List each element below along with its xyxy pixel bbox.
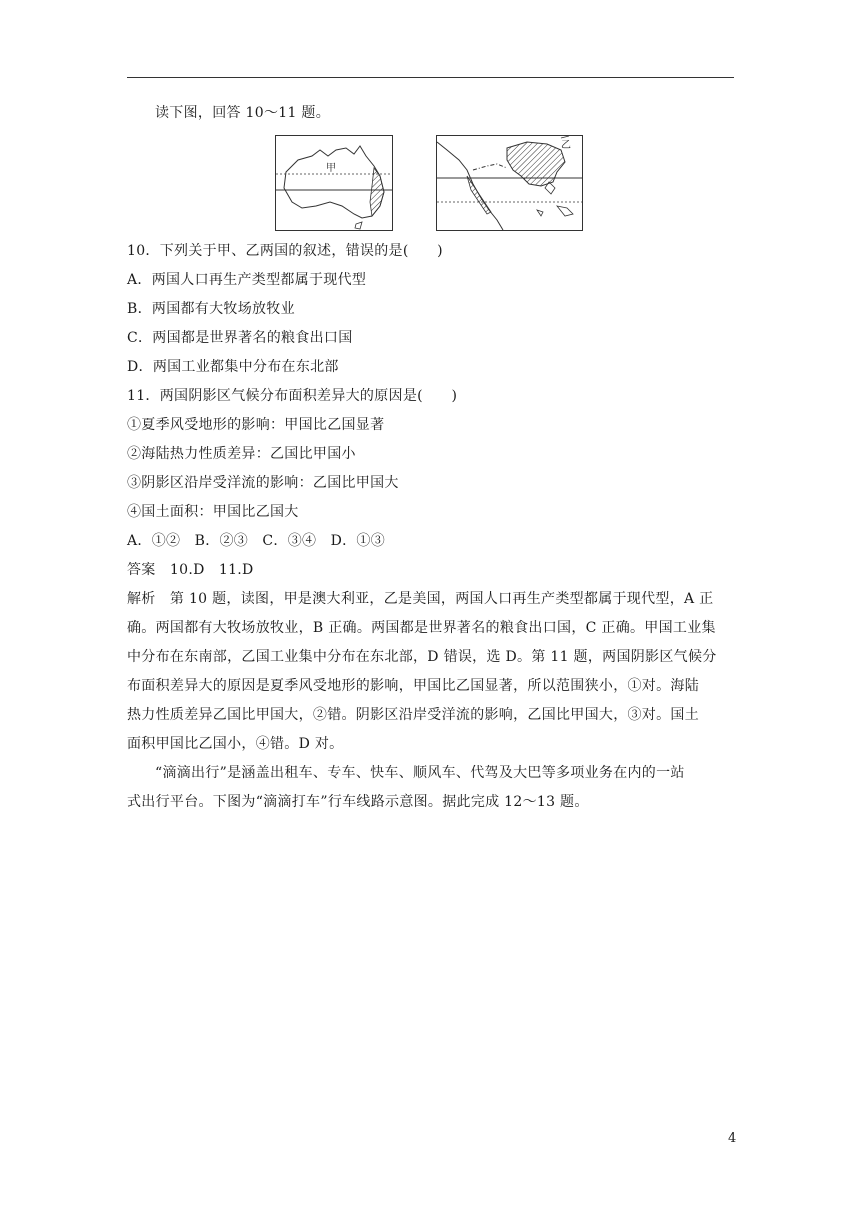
next-intro-line: 式出行平台。下图为“滴滴打车”行车线路示意图。据此完成 12～13 题。 [127, 794, 589, 810]
answer-text: 答案 10.D 11.D [127, 562, 254, 578]
q11-choices: A．①② B．②③ C．③④ D．①③ [127, 533, 386, 549]
analysis-line: 中分布在东南部，乙国工业集中分布在东北部，D 错误，选 D。第 11 题，两国阴影区气候分 [127, 649, 717, 665]
analysis-line: 面积甲国比乙国小，④错。D 对。 [127, 736, 344, 752]
q10-option-b: B．两国都有大牧场放牧业 [127, 301, 295, 317]
q11-item-1: ①夏季风受地形的影响：甲国比乙国显著 [127, 417, 385, 433]
q10-option-d: D．两国工业都集中分布在东北部 [127, 359, 339, 375]
map-yi-label: 乙 [561, 140, 571, 151]
page-number: 4 [728, 1131, 737, 1146]
q11-item-3: ③阴影区沿岸受洋流的影响：乙国比甲国大 [127, 475, 399, 491]
analysis-line: 热力性质差异乙国比甲国大，②错。阴影区沿岸受洋流的影响，乙国比甲国大，③对。国土 [127, 707, 699, 723]
q10-option-c: C．两国都是世界著名的粮食出口国 [127, 330, 353, 346]
map-jia-label: 甲 [326, 163, 336, 174]
map-yi [436, 135, 583, 231]
q11-item-2: ②海陆热力性质差异：乙国比甲国小 [127, 446, 356, 462]
next-intro-line: “滴滴出行”是涵盖出租车、专车、快车、顺风车、代驾及大巴等多项业务在内的一站 [155, 765, 685, 781]
q11-stem: 11．两国阴影区气候分布面积差异大的原因是( ) [127, 388, 458, 404]
q11-item-4: ④国土面积：甲国比乙国大 [127, 504, 299, 520]
header-rule [127, 77, 734, 78]
analysis-line: 解析 第 10 题，读图，甲是澳大利亚，乙是美国，两国人口再生产类型都属于现代型，A 正 [127, 591, 714, 607]
analysis-line: 布面积差异大的原因是夏季风受地形的影响，甲国比乙国显著，所以范围狭小，①对。海陆 [127, 678, 699, 694]
map-jia [275, 135, 393, 231]
analysis-line: 确。两国都有大牧场放牧业，B 正确。两国都是世界著名的粮食出口国，C 正确。甲国工业集 [127, 620, 716, 636]
q10-stem: 10．下列关于甲、乙两国的叙述，错误的是( ) [127, 243, 443, 259]
intro-text: 读下图，回答 10～11 题。 [155, 105, 331, 121]
q10-option-a: A．两国人口再生产类型都属于现代型 [127, 272, 367, 288]
